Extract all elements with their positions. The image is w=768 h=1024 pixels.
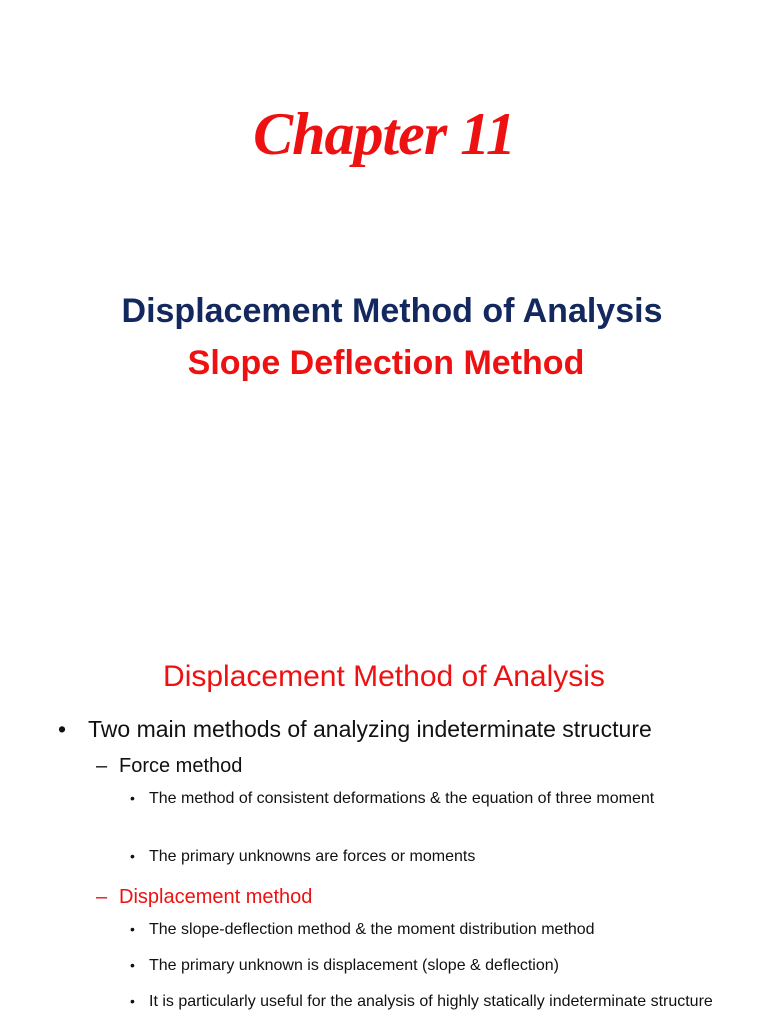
displacement-sub-item-2 bbox=[130, 954, 559, 977]
bullet-marker: • bbox=[130, 790, 135, 806]
force-sub-item-text: The method of consistent deformations & the equation of three moment bbox=[149, 790, 655, 807]
force-method-label: Force method bbox=[119, 755, 243, 777]
bullet-marker: • bbox=[130, 848, 135, 864]
force-method-item bbox=[96, 755, 242, 778]
subtitle-slope-deflection: Slope Deflection Method bbox=[187, 344, 585, 382]
bullet-main-text: Two main methods of analyzing indeterminate structure bbox=[88, 716, 652, 742]
displacement-method-label: Displacement method bbox=[119, 886, 313, 908]
bullet-marker: • bbox=[130, 957, 135, 973]
force-sub-item-text: The primary unknowns are forces or moments bbox=[149, 848, 476, 865]
displacement-method-item bbox=[96, 886, 312, 909]
bullet-marker: • bbox=[130, 921, 135, 937]
chapter-title: Chapter 11 bbox=[253, 101, 515, 167]
displacement-sub-item-1 bbox=[130, 918, 595, 941]
dash-marker: – bbox=[96, 755, 108, 777]
displacement-sub-item-text: It is particularly useful for the analysis of highly statically indeterminate structure bbox=[149, 993, 713, 1010]
bullet-marker: • bbox=[130, 993, 135, 1009]
force-sub-item-2 bbox=[130, 845, 475, 868]
displacement-sub-item-3 bbox=[130, 990, 729, 1013]
displacement-sub-item-text: The slope-deflection method & the moment distribution method bbox=[149, 921, 595, 938]
displacement-sub-item-text: The primary unknown is displacement (slope & deflection) bbox=[149, 957, 559, 974]
bullet-main bbox=[58, 716, 652, 743]
slide-title: Displacement Method of Analysis bbox=[163, 660, 605, 693]
subtitle-displacement-method: Displacement Method of Analysis bbox=[121, 292, 663, 330]
force-sub-item-1 bbox=[130, 787, 669, 810]
content-slide bbox=[0, 576, 768, 1024]
dash-marker: – bbox=[96, 886, 108, 908]
bullet-marker: • bbox=[58, 716, 67, 742]
